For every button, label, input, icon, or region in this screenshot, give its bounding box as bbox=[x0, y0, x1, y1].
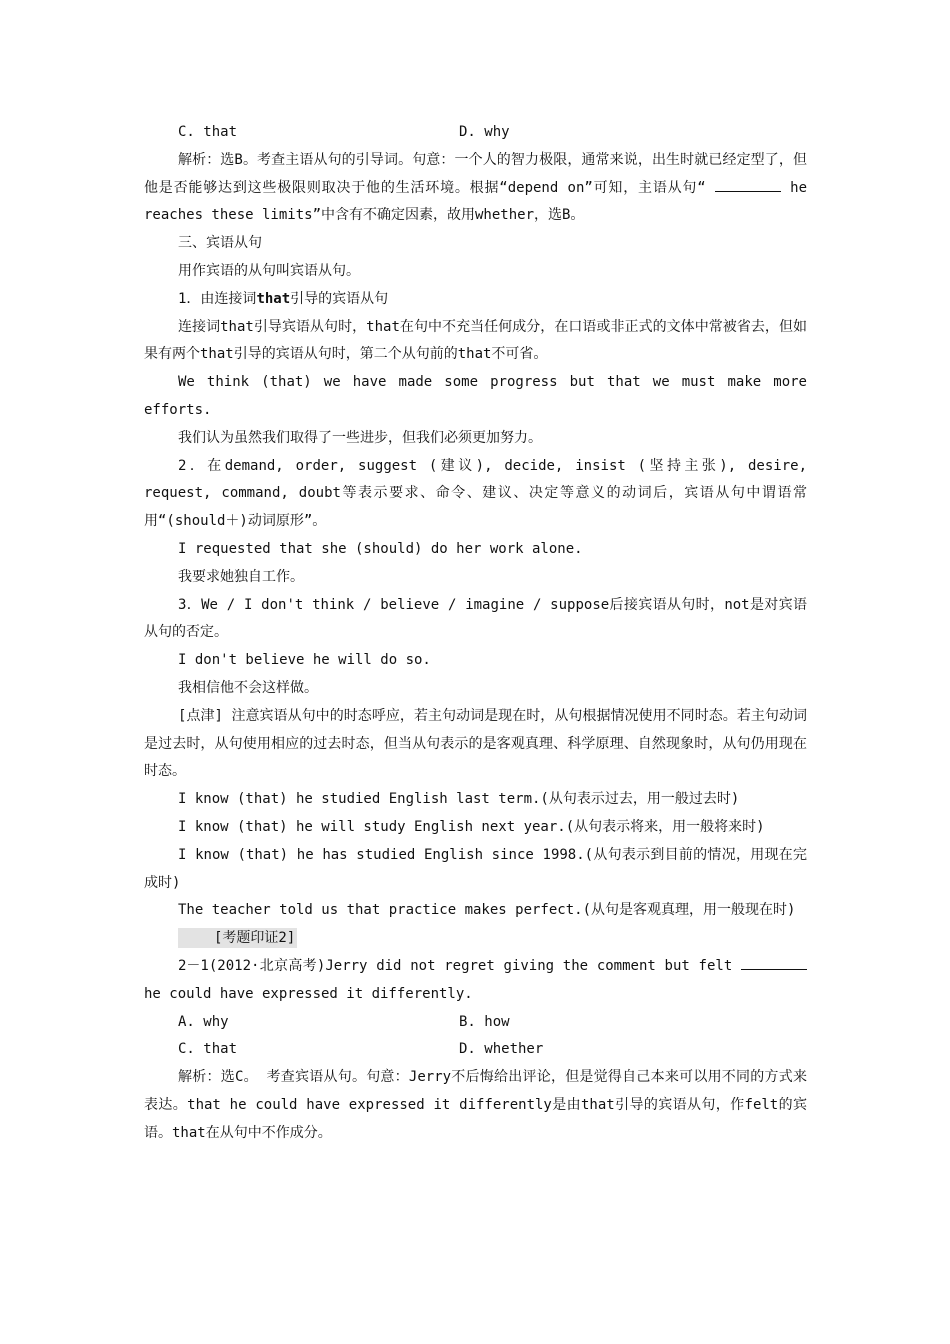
point-1-heading bbox=[144, 286, 807, 314]
exam-option-a: A. why bbox=[178, 1013, 229, 1030]
section-heading: 三、宾语从句 bbox=[178, 235, 262, 252]
example-2-english: I requested that she (should) do her work alone. bbox=[178, 540, 583, 557]
example-6: I know (that) he has studied English since 1998.(从句表示到目前的情况，用现在完成时) bbox=[144, 846, 807, 891]
exam-option-b: B. how bbox=[459, 1013, 510, 1030]
point-1-rest: 引导的宾语从句 bbox=[290, 290, 389, 307]
blank-line bbox=[715, 177, 781, 192]
example-3-chinese: 我相信他不会这样做。 bbox=[178, 679, 318, 696]
point-3: 3．We / I don't think / believe / imagine / suppose后接宾语从句时，not是对宾语从句的否定。 bbox=[144, 596, 807, 641]
section-intro: 用作宾语的从句叫宾语从句。 bbox=[178, 262, 360, 279]
analysis-text-2: he reaches these limits”中含有不确定因素，故用whether，选B。 bbox=[144, 179, 816, 224]
exam-option-d: D. whether bbox=[459, 1041, 544, 1058]
example-3-english: I don't believe he will do so. bbox=[178, 652, 431, 669]
analysis-paragraph bbox=[144, 147, 816, 230]
option-c: C. that bbox=[178, 124, 238, 140]
point-1-description: 连接词that引导宾语从句时，that在句中不充当任何成分，在口语或非正式的文体中常被省去，但如果有两个that引导的宾语从句时，第二个从句前的that不可省。 bbox=[144, 318, 807, 363]
document-page bbox=[144, 119, 816, 1147]
exam-analysis: 解析：选C。 考查宾语从句。句意：Jerry不后悔给出评论，但是觉得自己本来可以用不同的方式来表达。that he could have expressed it differently是由that引导的宾语从句，作felt的宾语。that在从句中不作成分。 bbox=[144, 1069, 807, 1141]
exam-options-row-1 bbox=[144, 1009, 807, 1037]
point-2: 2．在demand, order, suggest (建议), decide, insist (坚持主张), desire, request, command, doubt等表示要求、命令、建议、决定等意义的动词后，宾语从句中谓语常用“(should＋)动词原形”。 bbox=[144, 457, 816, 530]
exam-tag-line bbox=[144, 925, 807, 953]
exam-option-c: C. that bbox=[178, 1041, 238, 1058]
analysis-text-1: 解析：选B。考查主语从句的引导词。句意：一个人的智力极限，通常来说，出生时就已经定型了，但他是否能够达到这些极限则取决于他的生活环境。根据“depend on”可知，主语从句“ bbox=[144, 151, 807, 196]
exam-question bbox=[144, 953, 816, 1009]
question-text-1: 2－1(2012·北京高考)Jerry did not regret giving the comment but felt bbox=[178, 957, 741, 974]
note-paragraph: [点津] 注意宾语从句中的时态呼应，若主句动词是现在时，从句根据情况使用不同时态。若主句动词是过去时，从句使用相应的过去时态，但当从句表示的是客观真理、科学原理、自然现象时，从句仍用现在时态。 bbox=[144, 707, 807, 780]
example-7: The teacher told us that practice makes perfect.(从句是客观真理，用一般现在时) bbox=[178, 902, 796, 919]
point-1-word: that bbox=[256, 290, 291, 307]
question-blank bbox=[741, 955, 807, 970]
exam-options-row-2 bbox=[144, 1036, 807, 1064]
example-1-english: We think (that) we have made some progress but that we must make more efforts. bbox=[144, 374, 816, 418]
point-1-num: 1．由连接词 bbox=[178, 290, 257, 307]
options-row bbox=[144, 119, 807, 147]
example-5: I know (that) he will study English next year.(从句表示将来，用一般将来时) bbox=[178, 818, 765, 835]
question-text-2: he could have expressed it differently. bbox=[144, 957, 816, 1002]
example-2-chinese: 我要求她独自工作。 bbox=[178, 568, 304, 585]
example-1-chinese: 我们认为虽然我们取得了一些进步，但我们必须更加努力。 bbox=[178, 429, 542, 446]
exam-tag: [考题印证2] bbox=[178, 928, 297, 948]
option-d: D. why bbox=[459, 124, 510, 140]
example-4: I know (that) he studied English last term.(从句表示过去，用一般过去时) bbox=[178, 791, 740, 808]
